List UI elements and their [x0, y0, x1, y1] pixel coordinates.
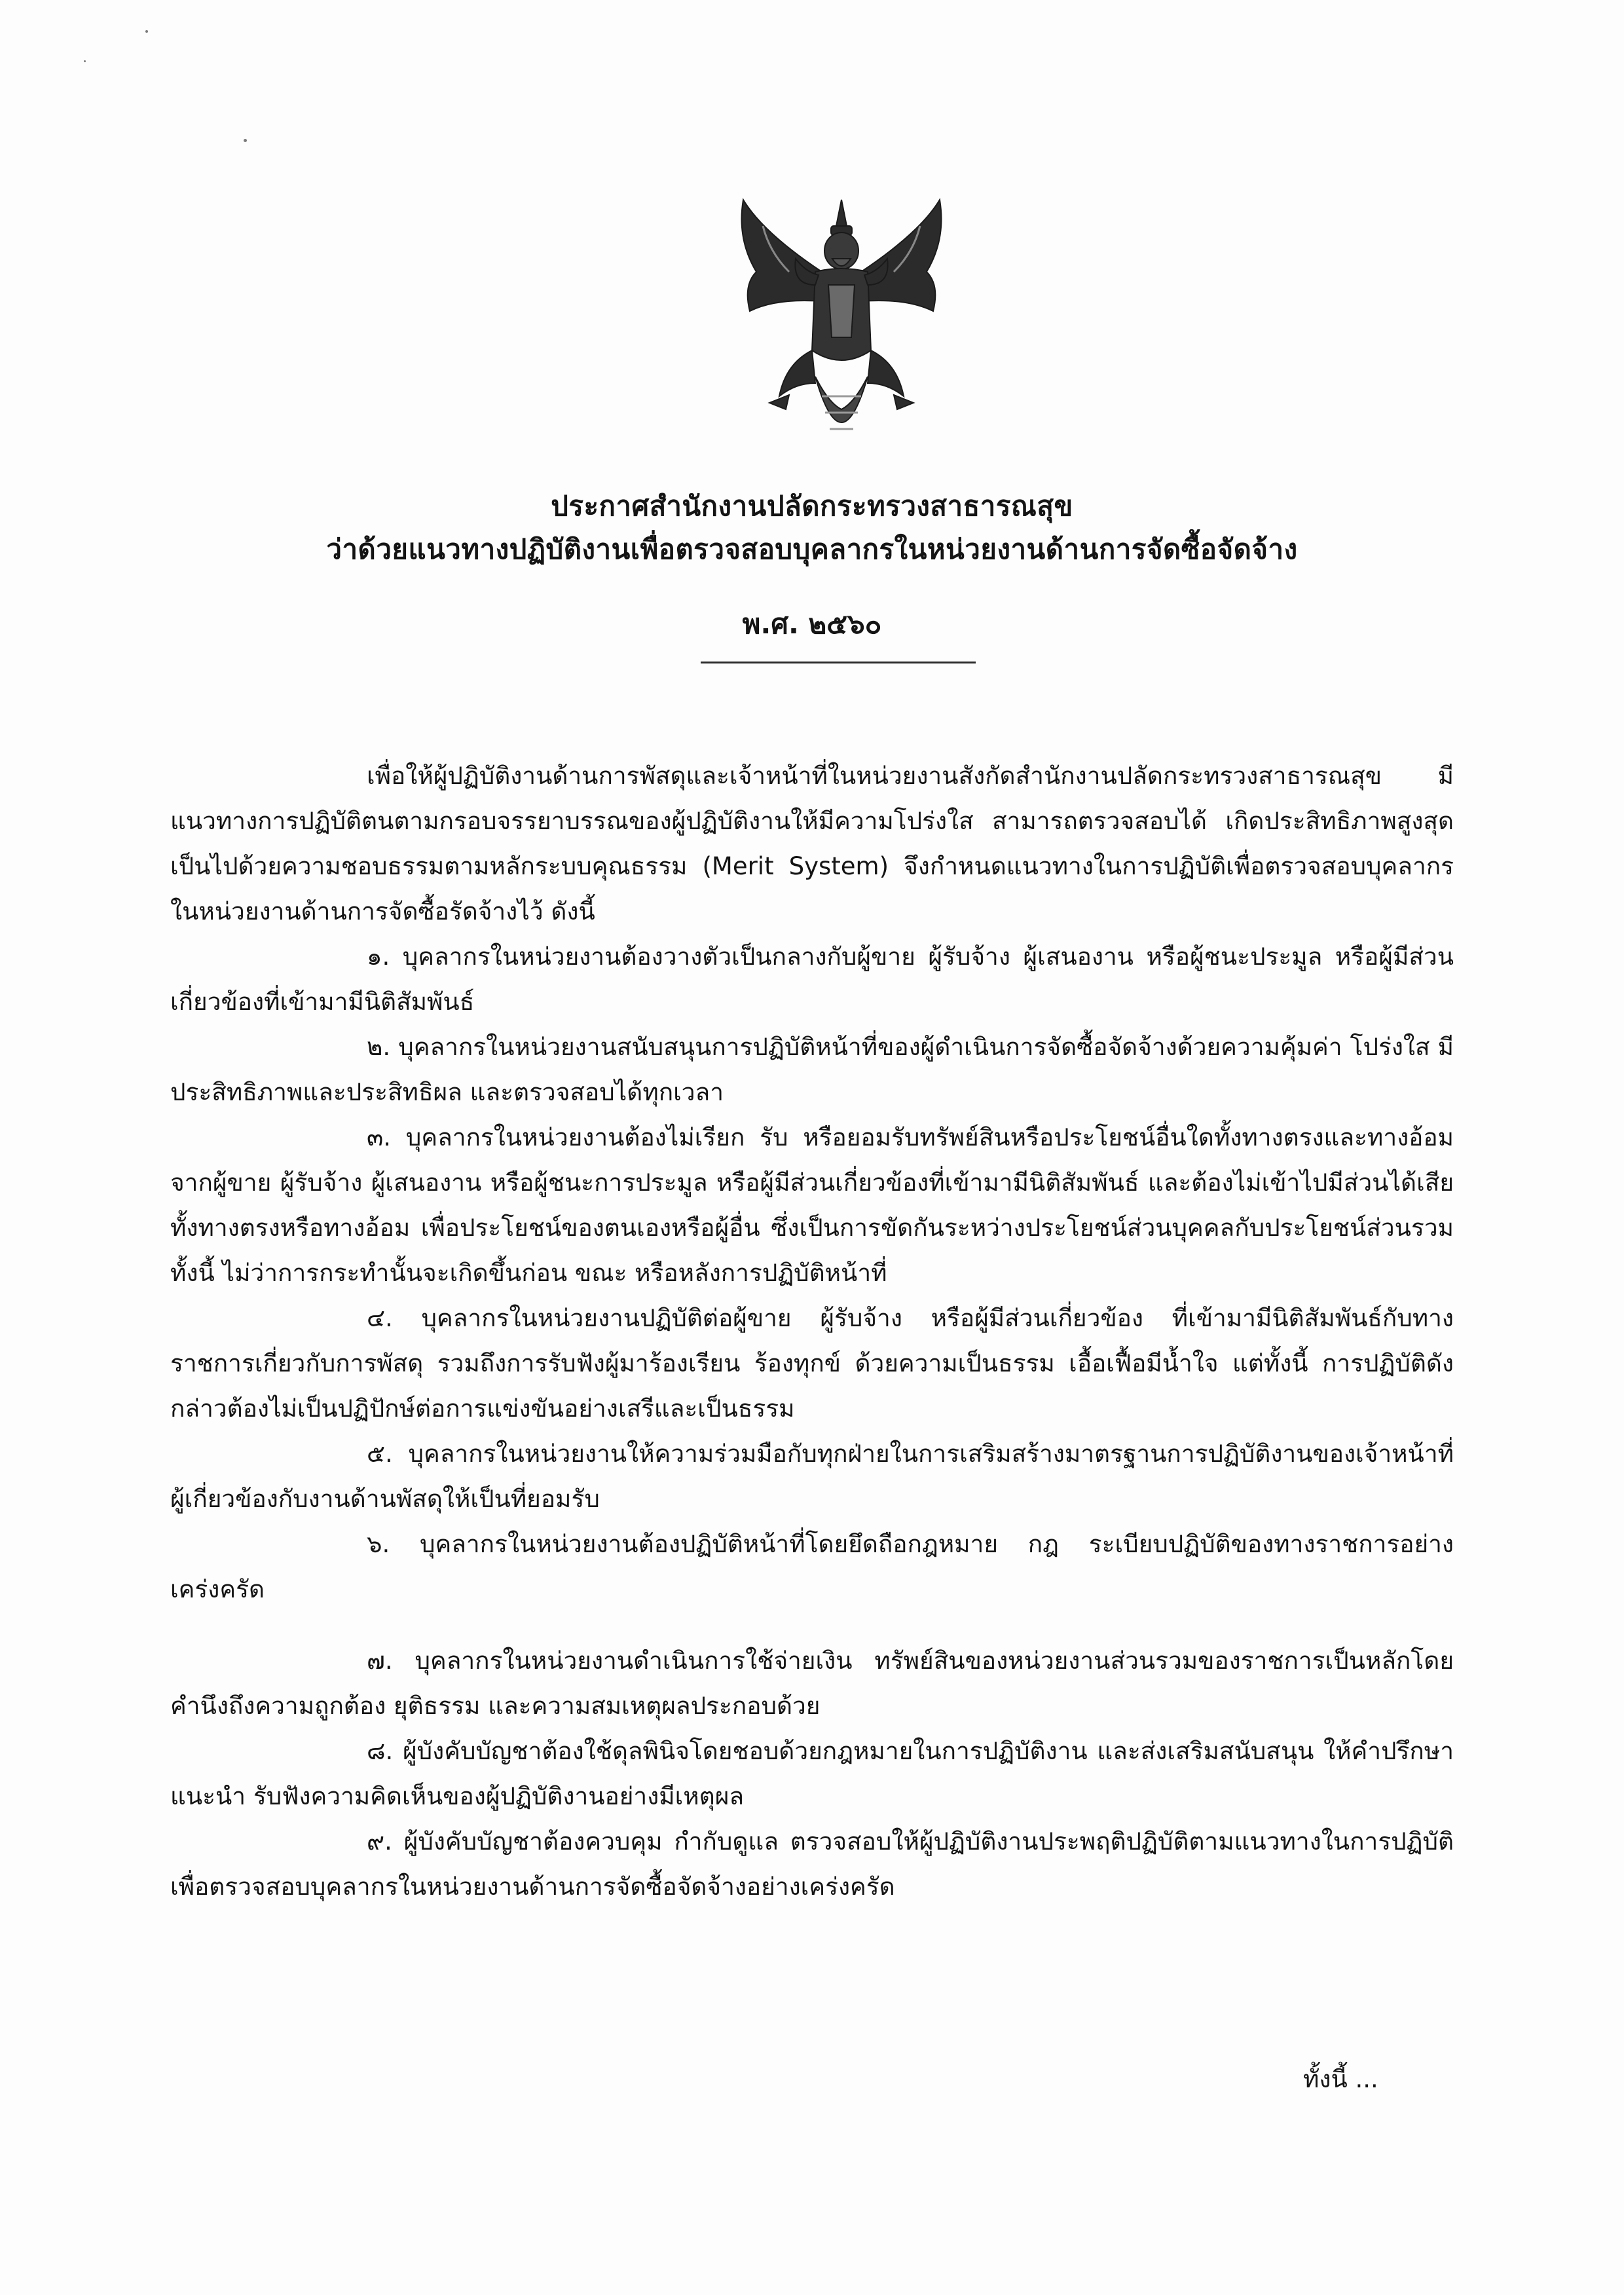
title-line-2: ว่าด้วยแนวทางปฏิบัติงานเพื่อตรวจสอบบุคลากรในหน่วยงานด้านการจัดซื้อจัดจ้าง [326, 533, 1298, 565]
list-item: ๖. บุคลากรในหน่วยงานต้องปฏิบัติหน้าที่โดยยึดถือกฎหมาย กฎ ระเบียบปฏิบัติของทางราชการอย่างเคร่งครัด [170, 1530, 1454, 1603]
spacer [170, 1612, 1454, 1638]
list-item: ๓. บุคลากรในหน่วยงานต้องไม่เรียก รับ หรือยอมรับทรัพย์สินหรือประโยชน์อื่นใดทั้งทางตรงและทางอ้อม จากผู้ขาย ผู้รับจ้าง ผู้เสนองาน หรือผู้ชนะการประมูล หรือผู้มีส่วนเกี่ยวข้องที่เข้ามามีนิติสัมพันธ์ และต้องไม่เข้าไปมีส่วนได้เสียทั้งทางตรงหรือทางอ้อม เพื่อประโยชน์ของตนเองหรือผู้อื่น ซึ่งเป็นการขัดกันระหว่างประโยชน์ส่วนบุคคลกับประโยชน์ส่วนรวม ทั้งนี้ ไม่ว่าการกระทำนั้นจะเกิดขึ้นก่อน ขณะ หรือหลังการปฏิบัติหน้าที่ [170, 1123, 1454, 1287]
continuation-text: ทั้งนี้ ... [1303, 2065, 1378, 2093]
document-body [170, 753, 1454, 1909]
garuda-emblem-icon [724, 187, 959, 468]
preamble-paragraph: เพื่อให้ผู้ปฏิบัติงานด้านการพัสดุและเจ้าหน้าที่ในหน่วยงานสังกัดสำนักงานปลัดกระทรวงสาธารณสุข มีแนวทางการปฏิบัติตนตามกรอบจรรยาบรรณของผู้ปฏิบัติงานให้มีความโปร่งใส สามารถตรวจสอบได้ เกิดประสิทธิภาพสูงสุด เป็นไปด้วยความชอบธรรมตามหลักระบบคุณธรรม (Merit System) จึงกำหนดแนวทางในการปฏิบัติเพื่อตรวจสอบบุคลากรในหน่วยงานด้านการจัดซื้อรัดจ้างไว้ ดังนี้ [170, 762, 1454, 925]
list-item: ๗. บุคลากรในหน่วยงานดำเนินการใช้จ่ายเงิน ทรัพย์สินของหน่วยงานส่วนรวมของราชการเป็นหลักโดยคำนึงถึงความถูกต้อง ยุติธรรม และความสมเหตุผลประกอบด้วย [170, 1647, 1454, 1720]
scan-speck [244, 139, 247, 142]
list-item: ๕. บุคลากรในหน่วยงานให้ความร่วมมือกับทุกฝ่ายในการเสริมสร้างมาตรฐานการปฏิบัติงานของเจ้าหน้าที่ผู้เกี่ยวข้องกับงานด้านพัสดุให้เป็นที่ยอมรับ [170, 1440, 1454, 1513]
list-item: ๘. ผู้บังคับบัญชาต้องใช้ดุลพินิจโดยชอบด้วยกฎหมายในการปฏิบัติงาน และส่งเสริมสนับสนุน ให้คำปรึกษา แนะนำ รับฟังความคิดเห็นของผู้ปฏิบัติงานอย่างมีเหตุผล [170, 1737, 1454, 1810]
title-line-1: ประกาศสำนักงานปลัดกระทรวงสาธารณสุข [551, 490, 1073, 522]
list-item: ๙. ผู้บังคับบัญชาต้องควบคุม กำกับดูแล ตรวจสอบให้ผู้ปฏิบัติงานประพฤติปฏิบัติตามแนวทางในการปฏิบัติเพื่อตรวจสอบบุคลากรในหน่วยงานด้านการจัดซื้อจัดจ้างอย่างเคร่งครัด [170, 1827, 1454, 1901]
list-item: ๔. บุคลากรในหน่วยงานปฏิบัติต่อผู้ขาย ผู้รับจ้าง หรือผู้มีส่วนเกี่ยวข้อง ที่เข้ามามีนิติสัมพันธ์กับทางราชการเกี่ยวกับการพัสดุ รวมถึงการรับฟังผู้มาร้องเรียน ร้องทุกข์ ด้วยความเป็นธรรม เอื้อเฟื้อมีน้ำใจ แต่ทั้งนี้ การปฏิบัติดังกล่าวต้องไม่เป็นปฏิปักษ์ต่อการแข่งขันอย่างเสรีและเป็นธรรม [170, 1304, 1454, 1423]
scan-speck [145, 30, 148, 33]
scan-speck [84, 60, 86, 62]
heading-divider [701, 662, 976, 663]
list-item: ๑. บุคลากรในหน่วยงานต้องวางตัวเป็นกลางกับผู้ขาย ผู้รับจ้าง ผู้เสนองาน หรือผู้ชนะประมูล หรือผู้มีส่วนเกี่ยวข้องที่เข้ามามีนิติสัมพันธ์ [170, 942, 1454, 1016]
list-item: ๒. บุคลากรในหน่วยงานสนับสนุนการปฏิบัติหน้าที่ของผู้ดำเนินการจัดซื้อจัดจ้างด้วยความคุ้มค่า โปร่งใส มีประสิทธิภาพและประสิทธิผล และตรวจสอบได้ทุกเวลา [170, 1033, 1454, 1106]
year-line: พ.ศ. ๒๕๖๐ [742, 608, 882, 640]
